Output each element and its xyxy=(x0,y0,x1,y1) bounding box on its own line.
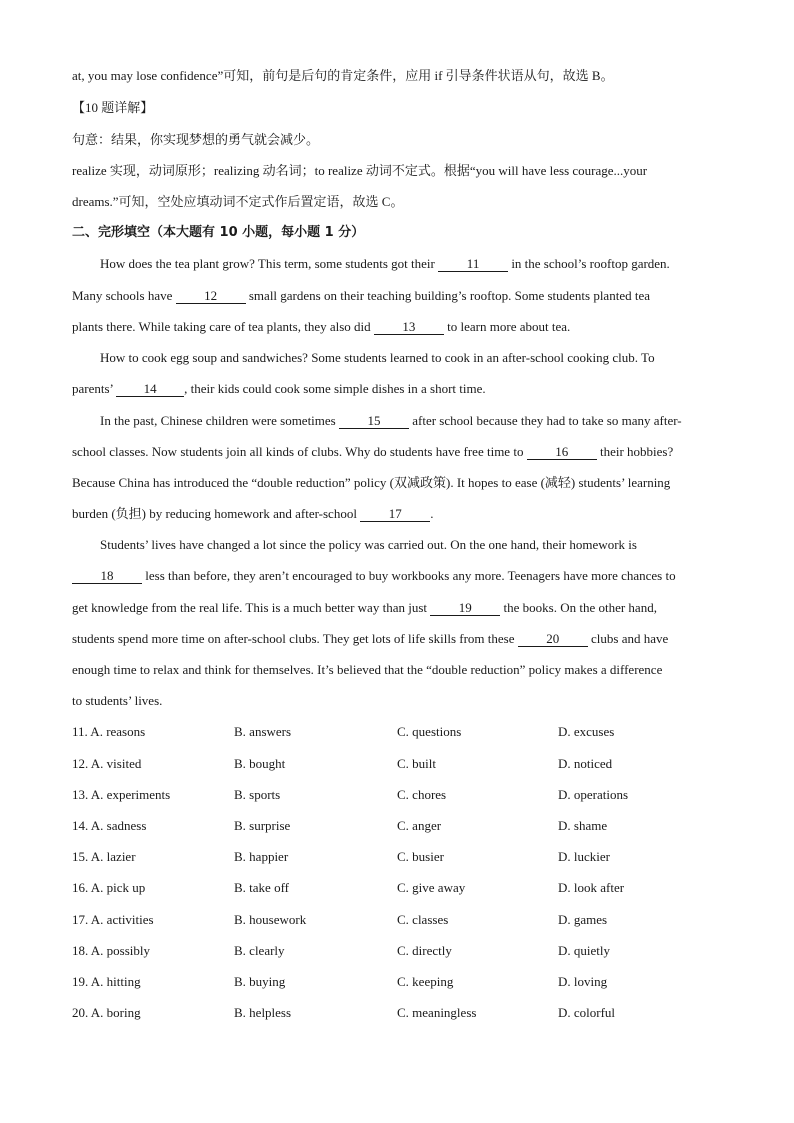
passage-text: school classes. Now students join all kinds of clubs. Why do students have free time to xyxy=(72,444,527,459)
option-c: C. directly xyxy=(397,943,452,958)
option-d: D. colorful xyxy=(558,1005,616,1020)
option-c: C. keeping xyxy=(397,974,454,989)
blank-13: 13 xyxy=(374,320,444,335)
q10-sentence-meaning: 句意：结果，你实现梦想的勇气就会减少。 xyxy=(72,132,320,147)
q10-explanation-line-2: dreams.”可知，空处应填动词不定式作后置定语，故选 C。 xyxy=(72,194,404,209)
option-row-14 xyxy=(72,818,732,834)
option-d: D. noticed xyxy=(558,756,613,771)
q10-explanation-header: 【10 题详解】 xyxy=(72,100,154,115)
passage-text: Many schools have xyxy=(72,288,176,303)
passage-line xyxy=(72,631,732,647)
option-c: C. anger xyxy=(397,818,442,833)
option-row-19 xyxy=(72,974,732,990)
option-a: 11. A. reasons xyxy=(72,724,146,739)
option-d: D. games xyxy=(558,912,608,927)
passage-text: parents’ xyxy=(72,381,117,396)
blank-19: 19 xyxy=(430,601,500,616)
option-c: C. classes xyxy=(397,912,449,927)
passage-text: less than before, they aren’t encouraged to buy workbooks any more. Teenagers have more chances to xyxy=(142,568,676,583)
passage-line: Students’ lives have changed a lot since the policy was carried out. On the one hand, their homework is xyxy=(100,537,637,552)
explanation-line-q9-end: at, you may lose confidence”可知，前句是后句的肯定条件，应用 if 引导条件状语从句，故选 B。 xyxy=(72,68,614,83)
option-d: D. excuses xyxy=(558,724,615,739)
option-a: 17. A. activities xyxy=(72,912,154,927)
option-a: 18. A. possibly xyxy=(72,943,151,958)
blank-15: 15 xyxy=(339,414,409,429)
option-c: C. busier xyxy=(397,849,444,864)
passage-text: , their kids could cook some simple dishes in a short time. xyxy=(184,381,486,396)
option-row-12 xyxy=(72,756,732,772)
option-row-20 xyxy=(72,1005,732,1021)
blank-11: 11 xyxy=(438,257,508,272)
blank-14: 14 xyxy=(116,382,184,397)
passage-line xyxy=(72,506,732,522)
option-c: C. built xyxy=(397,756,437,771)
passage-line: How to cook egg soup and sandwiches? Some students learned to cook in an after-school cooking club. To xyxy=(100,350,655,365)
option-b: B. bought xyxy=(234,756,286,771)
blank-17: 17 xyxy=(360,507,430,522)
blank-18: 18 xyxy=(72,569,142,584)
option-a: 14. A. sadness xyxy=(72,818,147,833)
option-a: 13. A. experiments xyxy=(72,787,171,802)
option-c: C. give away xyxy=(397,880,466,895)
option-a: 20. A. boring xyxy=(72,1005,141,1020)
passage-text: clubs and have xyxy=(587,631,669,646)
option-row-15 xyxy=(72,849,732,865)
passage-text: to learn more about tea. xyxy=(443,319,571,334)
passage-text: burden (负担) by reducing homework and after-school xyxy=(72,506,361,521)
passage-text: small gardens on their teaching building’s rooftop. Some students planted tea xyxy=(245,288,650,303)
option-d: D. loving xyxy=(558,974,608,989)
passage-line xyxy=(72,444,732,460)
option-row-18 xyxy=(72,943,732,959)
passage-text: after school because they had to take so many after- xyxy=(409,413,682,428)
option-row-13 xyxy=(72,787,732,803)
passage-line: enough time to relax and think for themselves. It’s believed that the “double reduction” policy makes a difference xyxy=(72,662,663,677)
passage-line: Because China has introduced the “double reduction” policy (双减政策). It hopes to ease (减轻) students’ learning xyxy=(72,475,671,490)
option-c: C. questions xyxy=(397,724,462,739)
passage-text: students spend more time on after-school clubs. They get lots of life skills from these xyxy=(72,631,518,646)
option-b: B. buying xyxy=(234,974,286,989)
passage-line xyxy=(72,288,732,304)
option-row-17 xyxy=(72,912,732,928)
passage-text: plants there. While taking care of tea plants, they also did xyxy=(72,319,374,334)
option-d: D. operations xyxy=(558,787,629,802)
passage-text: in the school’s rooftop garden. xyxy=(508,256,670,271)
option-c: C. meaningless xyxy=(397,1005,477,1020)
blank-20: 20 xyxy=(518,632,588,647)
option-row-11 xyxy=(72,724,732,740)
passage-text: . xyxy=(430,506,434,521)
option-d: D. quietly xyxy=(558,943,610,958)
option-c: C. chores xyxy=(397,787,447,802)
passage-line xyxy=(100,256,732,272)
option-row-16 xyxy=(72,880,732,896)
option-d: D. luckier xyxy=(558,849,610,864)
option-a: 19. A. hitting xyxy=(72,974,141,989)
option-b: B. clearly xyxy=(234,943,285,958)
passage-text: How does the tea plant grow? This term, some students got their xyxy=(100,256,439,271)
passage-line xyxy=(72,381,732,397)
passage-line xyxy=(72,319,732,335)
option-b: B. housework xyxy=(234,912,307,927)
option-a: 15. A. lazier xyxy=(72,849,136,864)
option-b: B. sports xyxy=(234,787,281,802)
passage-text: In the past, Chinese children were sometimes xyxy=(100,413,339,428)
passage-text: their hobbies? xyxy=(596,444,674,459)
passage-line xyxy=(100,413,732,429)
option-a: 16. A. pick up xyxy=(72,880,146,895)
option-b: B. surprise xyxy=(234,818,291,833)
blank-16: 16 xyxy=(527,445,597,460)
option-b: B. helpless xyxy=(234,1005,292,1020)
passage-line xyxy=(72,600,732,616)
passage-line: to students’ lives. xyxy=(72,693,163,708)
option-d: D. shame xyxy=(558,818,608,833)
q10-explanation-line-1: realize 实现，动词原形；realizing 动名词；to realize 动词不定式。根据“you will have less courage...your xyxy=(72,163,648,178)
option-b: B. answers xyxy=(234,724,292,739)
option-d: D. look after xyxy=(558,880,625,895)
blank-12: 12 xyxy=(176,289,246,304)
option-b: B. take off xyxy=(234,880,289,895)
passage-text: get knowledge from the real life. This is a much better way than just xyxy=(72,600,431,615)
section-title-cloze: 二、完形填空（本大题有 10 小题，每小题 1 分） xyxy=(72,225,365,240)
passage-text: the books. On the other hand, xyxy=(500,600,657,615)
option-b: B. happier xyxy=(234,849,289,864)
passage-line xyxy=(72,568,732,584)
option-a: 12. A. visited xyxy=(72,756,142,771)
